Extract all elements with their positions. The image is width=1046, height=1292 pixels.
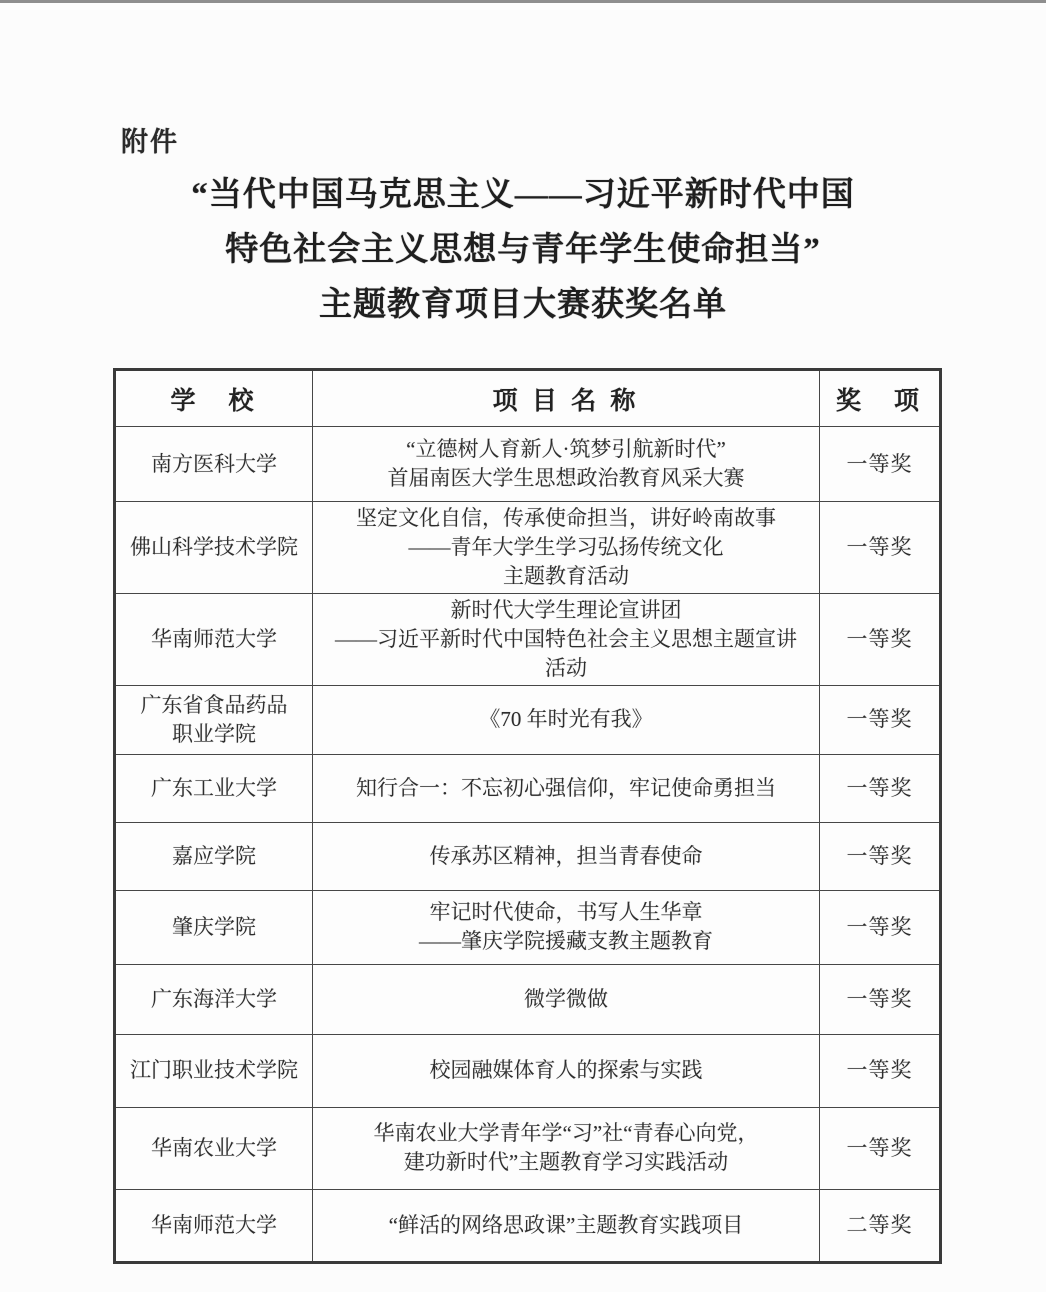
school-cell: 华南农业大学	[115, 1107, 313, 1189]
table-row	[115, 685, 941, 754]
header-project: 项 目 名 称	[313, 370, 820, 427]
header-row	[115, 370, 941, 427]
header-award: 奖 项	[820, 370, 941, 427]
award-cell: 二等奖	[820, 1189, 941, 1262]
award-cell: 一等奖	[820, 964, 941, 1034]
title-line-2: 特色社会主义思想与青年学生使命担当”	[225, 232, 821, 268]
school-cell: 肇庆学院	[115, 890, 313, 964]
award-cell: 一等奖	[820, 822, 941, 890]
table-row	[115, 1107, 941, 1189]
school-cell: 广东海洋大学	[115, 964, 313, 1034]
project-cell: 知行合一：不忘初心强信仰，牢记使命勇担当	[313, 754, 820, 822]
school-cell: 华南师范大学	[115, 593, 313, 685]
awards-table	[113, 368, 942, 1264]
project-cell: “鲜活的网络思政课”主题教育实践项目	[313, 1189, 820, 1262]
table-row	[115, 502, 941, 594]
project-cell: 微学微做	[313, 964, 820, 1034]
school-cell: 嘉应学院	[115, 822, 313, 890]
award-cell: 一等奖	[820, 754, 941, 822]
table-row	[115, 1189, 941, 1262]
header-school: 学 校	[115, 370, 313, 427]
table-row	[115, 890, 941, 964]
table-row	[115, 754, 941, 822]
award-cell: 一等奖	[820, 427, 941, 502]
project-cell: 校园融媒体育人的探索与实践	[313, 1034, 820, 1107]
award-cell: 一等奖	[820, 1034, 941, 1107]
table-row	[115, 822, 941, 890]
award-cell: 一等奖	[820, 685, 941, 754]
title-line-3: 主题教育项目大赛获奖名单	[319, 287, 727, 323]
school-cell: 华南师范大学	[115, 1189, 313, 1262]
school-cell: 南方医科大学	[115, 427, 313, 502]
attachment-label: 附件	[121, 127, 179, 157]
school-cell: 广东省食品药品 职业学院	[115, 685, 313, 754]
document-title	[0, 168, 1046, 333]
school-cell: 广东工业大学	[115, 754, 313, 822]
table-row	[115, 1034, 941, 1107]
award-cell: 一等奖	[820, 890, 941, 964]
table-row	[115, 427, 941, 502]
school-cell: 江门职业技术学院	[115, 1034, 313, 1107]
award-cell: 一等奖	[820, 502, 941, 594]
project-cell: 新时代大学生理论宣讲团 ——习近平新时代中国特色社会主义思想主题宣讲 活动	[313, 593, 820, 685]
table-row	[115, 964, 941, 1034]
project-cell: 传承苏区精神，担当青春使命	[313, 822, 820, 890]
project-cell: 牢记时代使命，书写人生华章 ——肇庆学院援藏支教主题教育	[313, 890, 820, 964]
award-cell: 一等奖	[820, 593, 941, 685]
award-cell: 一等奖	[820, 1107, 941, 1189]
scan-edge-artifact	[0, 0, 1046, 3]
project-cell: 华南农业大学青年学“习”社“青春心向党， 建功新时代”主题教育学习实践活动	[313, 1107, 820, 1189]
project-cell: 坚定文化自信，传承使命担当，讲好岭南故事 ——青年大学生学习弘扬传统文化 主题教育活动	[313, 502, 820, 594]
school-cell: 佛山科学技术学院	[115, 502, 313, 594]
title-line-1: “当代中国马克思主义——习近平新时代中国	[191, 177, 855, 213]
project-cell: 《70 年时光有我》	[313, 685, 820, 754]
table-row	[115, 593, 941, 685]
project-cell: “立德树人育新人·筑梦引航新时代” 首届南医大学生思想政治教育风采大赛	[313, 427, 820, 502]
